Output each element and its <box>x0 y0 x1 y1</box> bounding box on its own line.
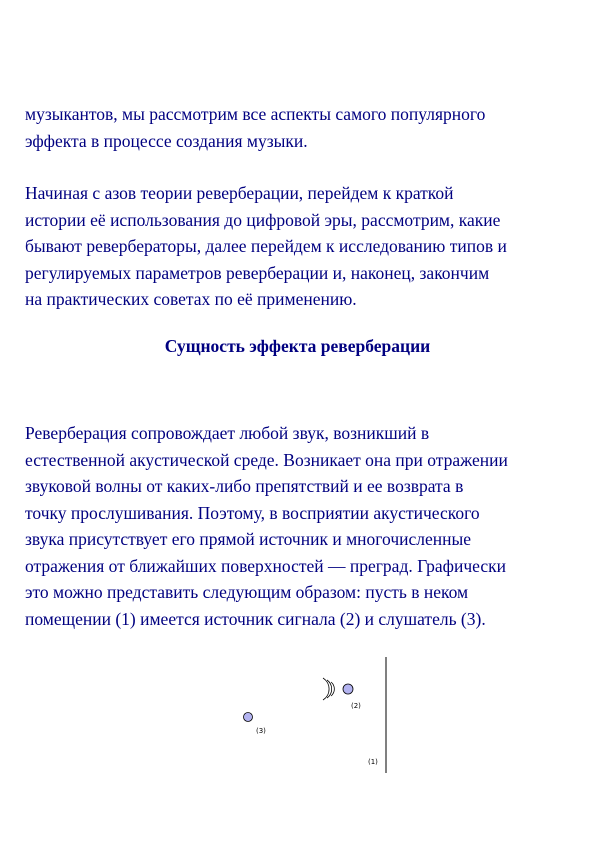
text-line: музыкантов, мы рассмотрим все аспекты самого популярного <box>25 104 486 124</box>
text-line: истории её использования до цифровой эры, рассмотрим, какие <box>25 209 501 230</box>
text-line: это можно представить следующим образом: пусть в неком <box>25 582 469 602</box>
section-heading: Сущность эффекта реверберации <box>164 336 431 356</box>
text-line: звуковой волны от каких-либо препятствий и ее возврата в <box>25 476 464 496</box>
reverb-description-paragraph <box>25 420 575 632</box>
text-line: Начиная с азов теории реверберации, перейдем к краткой <box>25 183 454 203</box>
text-line: бывают ревербераторы, далее перейдем к исследованию типов и <box>25 236 507 256</box>
signal-source-dot <box>343 684 353 694</box>
text-line: звука присутствует его прямой источник и многочисленные <box>25 529 472 549</box>
text-line: на практических советах по её применению. <box>25 289 357 309</box>
listener-dot <box>244 713 253 722</box>
text-line: точку прослушивания. Поэтому, в восприятии акустического <box>25 502 480 523</box>
label-listener: (3) <box>256 727 266 735</box>
text-line: отражения от ближайших поверхностей — преград. Графически <box>25 555 506 576</box>
overview-paragraph <box>25 180 575 313</box>
reverb-diagram <box>230 655 400 780</box>
reverb-diagram-svg <box>230 655 400 780</box>
label-room: (1) <box>368 758 378 766</box>
text-line: естественной акустической среде. Возникает она при отражении <box>25 449 508 470</box>
text-line: Реверберация сопровождает любой звук, возникший в <box>25 423 430 443</box>
label-source: (2) <box>351 702 361 710</box>
text-line: регулируемых параметров реверберации и, наконец, закончим <box>25 262 490 283</box>
text-line: эффекта в процессе создания музыки. <box>25 130 308 151</box>
intro-paragraph <box>25 101 575 154</box>
text-line: помещении (1) имеется источник сигнала (2) и слушатель (3). <box>25 608 486 629</box>
